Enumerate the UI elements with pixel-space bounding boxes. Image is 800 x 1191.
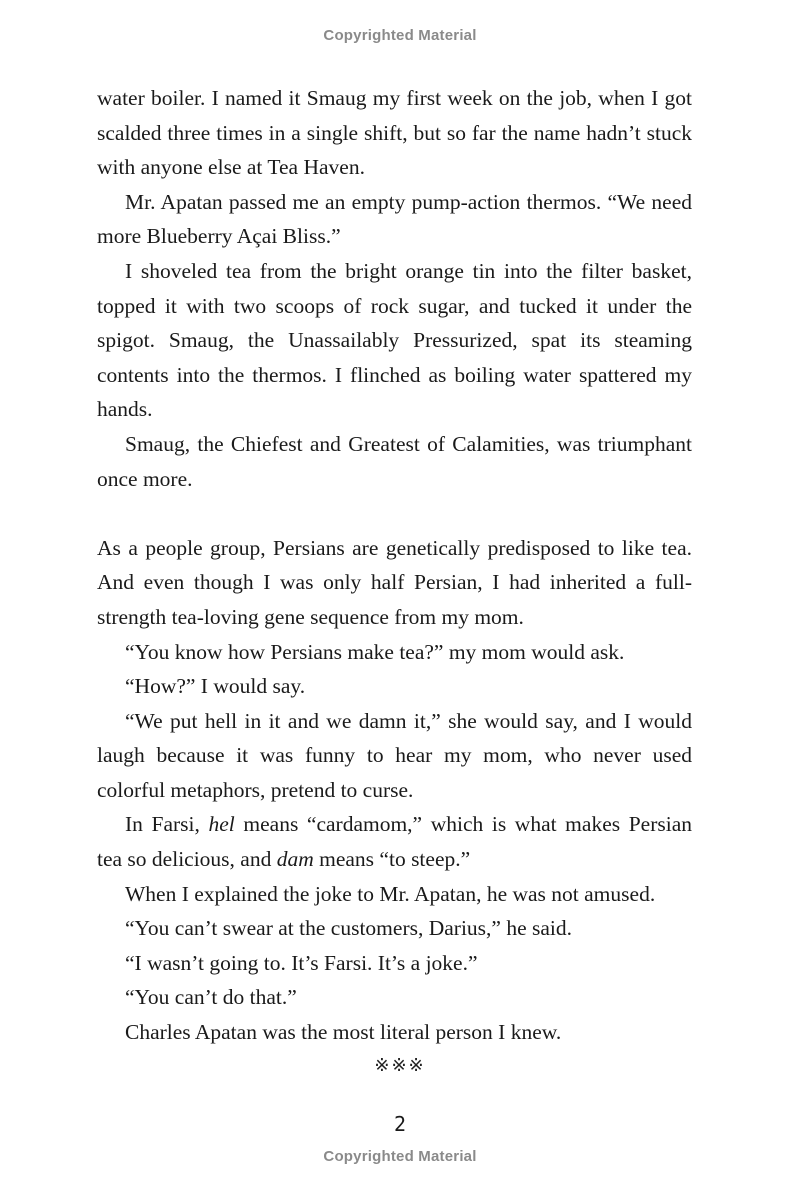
paragraph: Mr. Apatan passed me an empty pump-action thermos. “We need more Blueberry Açai Bliss.”: [97, 189, 692, 249]
section-break-gap: [97, 496, 692, 531]
copyright-watermark-bottom: Copyrighted Material: [323, 1148, 477, 1165]
section-ornament: ※※※: [374, 1055, 426, 1076]
paragraph: Charles Apatan was the most literal person I knew.: [125, 1020, 562, 1045]
page-body-text: [97, 81, 692, 1050]
paragraph-farsi: [97, 807, 692, 876]
paragraph: “You know how Persians make tea?” my mom would ask.: [125, 639, 625, 664]
text-run: means “to steep.”: [313, 847, 471, 872]
copyright-watermark-top: Copyrighted Material: [323, 27, 477, 44]
italic-word-hel: hel: [208, 812, 235, 837]
text-run: means “cardamom,” which is what makes Persian tea so delicious, and: [97, 812, 693, 872]
paragraph: When I explained the joke to Mr. Apatan, he was not amused.: [125, 881, 656, 906]
paragraph-section-start: As a people group, Persians are genetically predisposed to like tea. And even though I was only half Persian, I had inherited a full-strength tea-loving gene sequence from my mom.: [97, 535, 692, 629]
paragraph-continued: water boiler. I named it Smaug my first week on the job, when I got scalded three times in a single shift, but so far the name hadn’t stuck with anyone else at Tea Haven.: [97, 86, 692, 180]
paragraph: “You can’t do that.”: [125, 985, 297, 1010]
text-run: In Farsi,: [125, 812, 209, 837]
page-number: 2: [393, 1112, 407, 1136]
paragraph: I shoveled tea from the bright orange tin into the filter basket, topped it with two scoops of rock sugar, and tucked it under the spigot. Smaug, the Unassailably Pressurized, spat its steaming contents into the thermos. I flinched as boiling water spattered my hands.: [97, 258, 692, 422]
paragraph: Smaug, the Chiefest and Greatest of Calamities, was triumphant once more.: [97, 431, 692, 491]
paragraph: “You can’t swear at the customers, Darius,” he said.: [125, 916, 573, 941]
paragraph: “I wasn’t going to. It’s Farsi. It’s a joke.”: [125, 950, 478, 975]
paragraph: “How?” I would say.: [125, 674, 306, 699]
paragraph: “We put hell in it and we damn it,” she would say, and I would laugh because it was funny to hear my mom, who never used colorful metaphors, pretend to curse.: [97, 708, 692, 802]
italic-word-dam: dam: [276, 847, 314, 872]
